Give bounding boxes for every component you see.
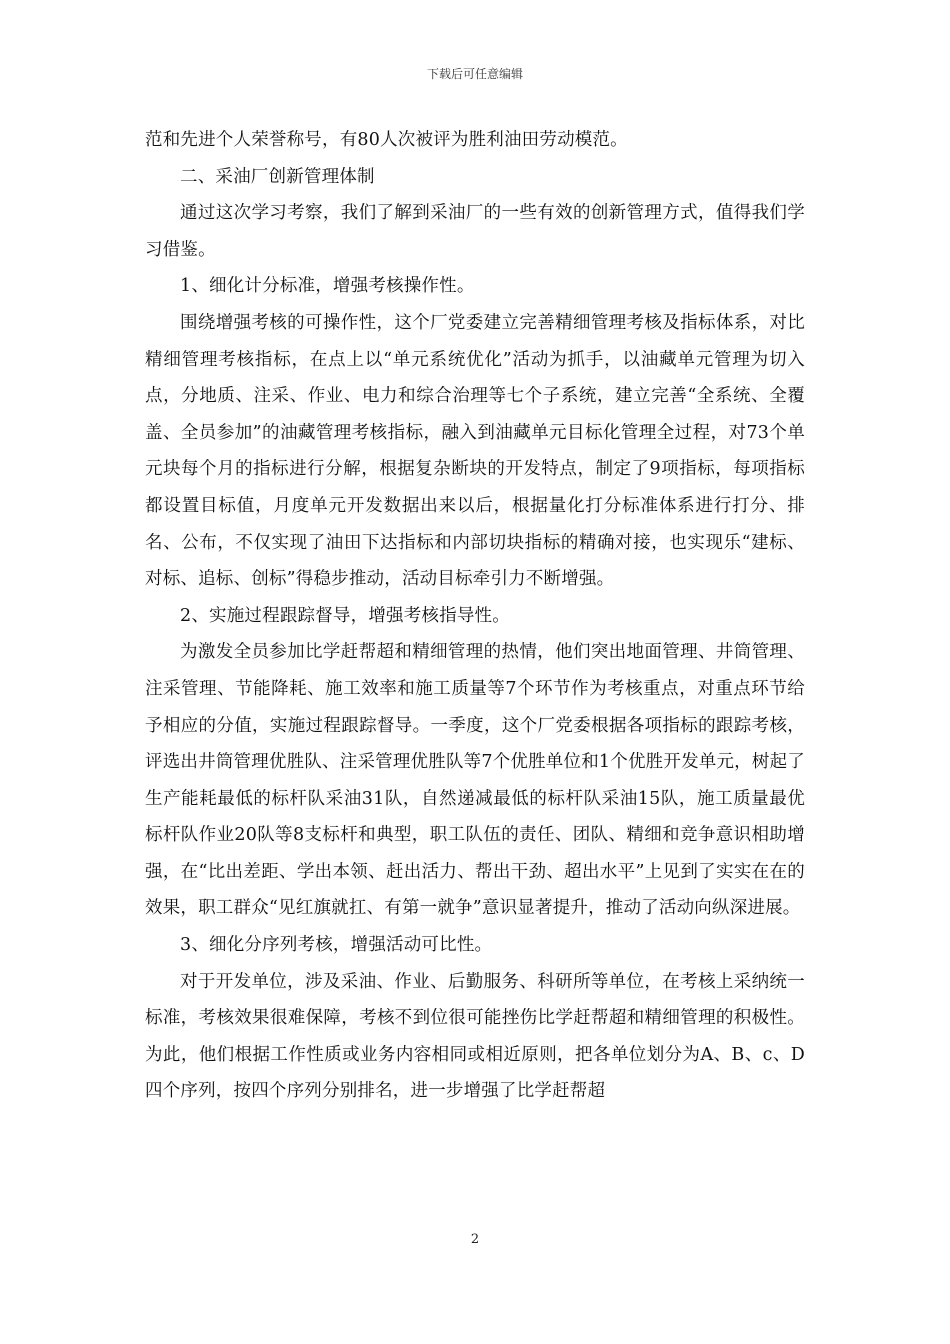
section-heading: 二、采油厂创新管理体制	[180, 166, 375, 187]
page-number: 2	[470, 1232, 480, 1247]
subsection-heading: 1、细化计分标准，增强考核操作性。	[180, 276, 475, 297]
subsection-heading: 2、实施过程跟踪督导，增强考核指导性。	[180, 605, 510, 626]
paragraph: 对于开发单位，涉及采油、作业、后勤服务、科研所等单位，在考核上采纳统一标准，考核效果很难保障，考核不到位很可能挫伤比学赶帮超和精细管理的积极性。为此，他们根据工作性质或业务内容相同或相近原则，把各单位划分为A、B、c、D四个序列，按四个序列分别排名，进一步增强了比学赶帮超	[145, 971, 805, 1102]
paragraph: 为激发全员参加比学赶帮超和精细管理的热情，他们突出地面管理、井筒管理、注采管理、节能降耗、施工效率和施工质量等7个环节作为考核重点，对重点环节给予相应的分值，实施过程跟踪督导。一季度，这个厂党委根据各项指标的跟踪考核，评选出井筒管理优胜队、注采管理优胜队等7个优胜单位和1个优胜开发单元，树起了生产能耗最低的标杆队采油31队，自然递减最低的标杆队采油15队，施工质量最优标杆队作业20队等8支标杆和典型，职工队伍的责任、团队、精细和竞争意识相助增强，在“比出差距、学出本领、赶出活力、帮出干劲、超出水平”上见到了实实在在的效果，职工群众“见红旗就扛、有第一就争”意识显著提升，推动了活动向纵深进展。	[145, 642, 805, 919]
paragraph: 围绕增强考核的可操作性，这个厂党委建立完善精细管理考核及指标体系，对比精细管理考核指标，在点上以“单元系统优化”活动为抓手，以油藏单元管理为切入点，分地质、注采、作业、电力和综合治理等七个子系统，建立完善“全系统、全覆盖、全员参加”的油藏管理考核指标，融入到油藏单元目标化管理全过程，对73个单元块每个月的指标进行分解，根据复杂断块的开发特点，制定了9项指标，每项指标都设置目标值，月度单元开发数据出来以后，根据量化打分标准体系进行打分、排名、公布，不仅实现了油田下达指标和内部切块指标的精确对接，也实现乐“建标、对标、追标、创标”得稳步推动，活动目标牵引力不断增强。	[145, 312, 805, 590]
paragraph: 通过这次学习考察，我们了解到采油厂的一些有效的创新管理方式，值得我们学习借鉴。	[145, 203, 805, 260]
paragraph: 范和先进个人荣誉称号，有80人次被评为胜利油田劳动模范。	[145, 130, 628, 150]
document-body	[145, 122, 805, 1110]
subsection-heading: 3、细化分序列考核，增强活动可比性。	[180, 935, 493, 956]
page-header: 下载后可任意编辑	[426, 67, 523, 81]
